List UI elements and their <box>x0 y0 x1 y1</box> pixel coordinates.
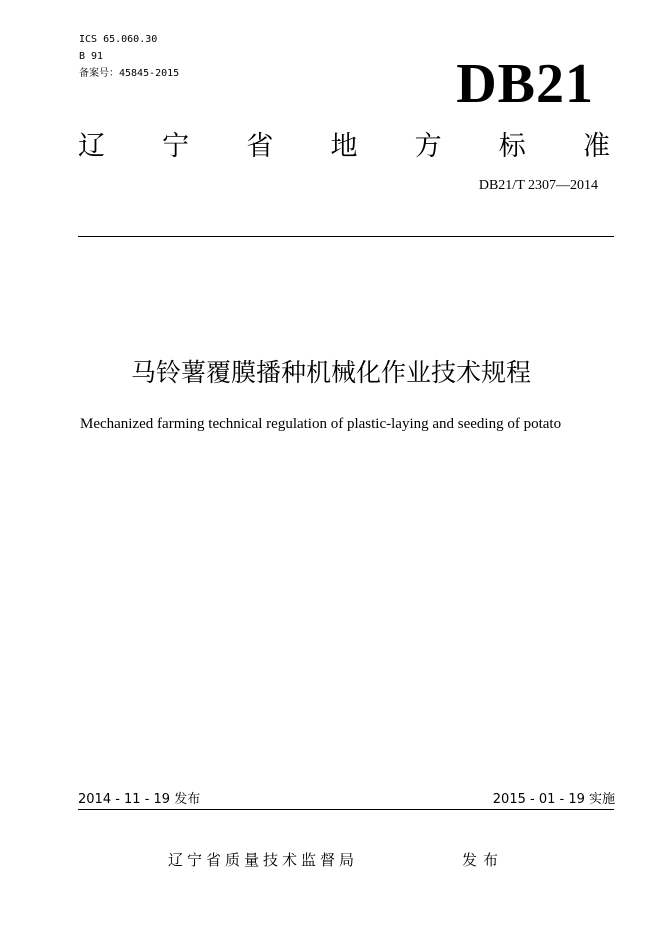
ccs-code: B 91 <box>79 51 104 62</box>
standard-type-char: 辽 <box>78 130 105 162</box>
standard-type-char: 地 <box>330 130 358 162</box>
issue-date: 2014 - 11 - 19 发布 <box>78 792 201 807</box>
footer-divider <box>78 809 614 810</box>
standard-number: DB21/T 2307—2014 <box>478 178 598 193</box>
standard-code-logo: DB21 <box>456 53 594 115</box>
implementation-date: 2015 - 01 - 19 实施 <box>492 792 615 807</box>
issue-label: 发布 <box>462 851 505 869</box>
ics-code: ICS 65.060.30 <box>79 34 158 45</box>
issuing-authority: 辽宁省质量技术监督局 <box>168 851 359 869</box>
standard-type-heading <box>78 126 610 160</box>
header-divider <box>78 236 614 237</box>
standard-type-char: 方 <box>414 130 442 162</box>
record-number: 备案号：45845-2015 <box>79 68 180 79</box>
document-title-english: Mechanized farming technical regulation of plastic-laying and seeding of potato <box>80 416 562 432</box>
standard-type-char: 宁 <box>162 130 190 162</box>
standard-type-char: 省 <box>246 130 274 162</box>
standard-type-char: 标 <box>498 130 526 162</box>
document-title-chinese: 马铃薯覆膜播种机械化作业技术规程 <box>130 358 531 387</box>
standard-type-char: 准 <box>582 130 610 162</box>
